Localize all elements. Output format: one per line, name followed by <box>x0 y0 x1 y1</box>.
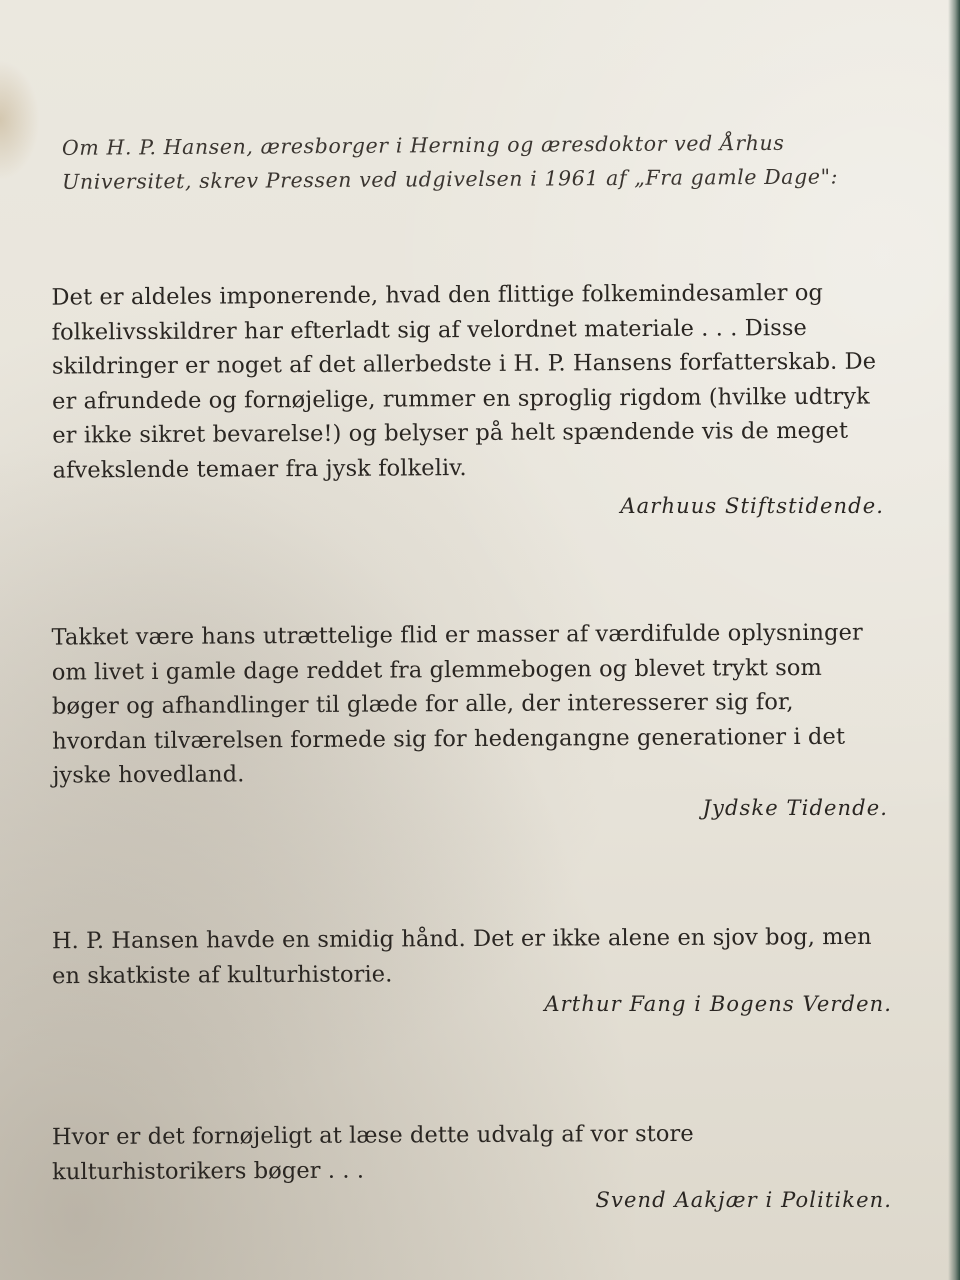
quote-source-3: Arthur Fang i Bogens Verden. <box>544 992 892 1016</box>
quote-text-3: H. P. Hansen havde en smidig hånd. Det er ikke alene en sjov bog, men en skatkiste af kulturhistorie. <box>51 923 872 989</box>
quote-text-2: Takket være hans utrættelige flid er masser af værdifulde oplysninger om livet i gamle dage reddet fra glemmebogen og blevet trykt som bøger og afhandlinger til glæde for alle, der interesserer sig for, hvordan tilværelsen formede sig for hedengangne generationer i det jyske hovedland. <box>51 619 863 789</box>
paper-stain <box>0 60 40 180</box>
quote-source-2: Jydske Tidende. <box>702 796 888 820</box>
quote-source-4: Svend Aakjær i Politiken. <box>595 1188 892 1212</box>
cover-edge <box>948 0 960 1280</box>
quote-source-1: Aarhuus Stiftstidende. <box>620 494 884 518</box>
intro-paragraph: Om H. P. Hansen, æresborger i Herning og æresdoktor ved Århus Universitet, skrev Pressen ved udgivelsen i 1961 af „Fra gamle Dage": <box>61 130 839 194</box>
quote-text-4: Hvor er det fornøjeligt at læse dette udvalg af vor store kulturhistorikers bøger . . . <box>51 1120 694 1185</box>
quote-text-1: Det er aldeles imponerende, hvad den flittige folkemindesamler og folkelivsskildrer har efterladt sig af velordnet materiale . . . Disse skildringer er noget af det allerbedste i H. P. Hansens forfatterskab. De er afrundede og fornøjelige, rummer en sproglig rigdom (hvilke udtryk er ikke sikret bevarelse!) og belyser på helt spændende vis de meget afvekslende temaer fra jysk folkeliv. <box>51 279 877 484</box>
